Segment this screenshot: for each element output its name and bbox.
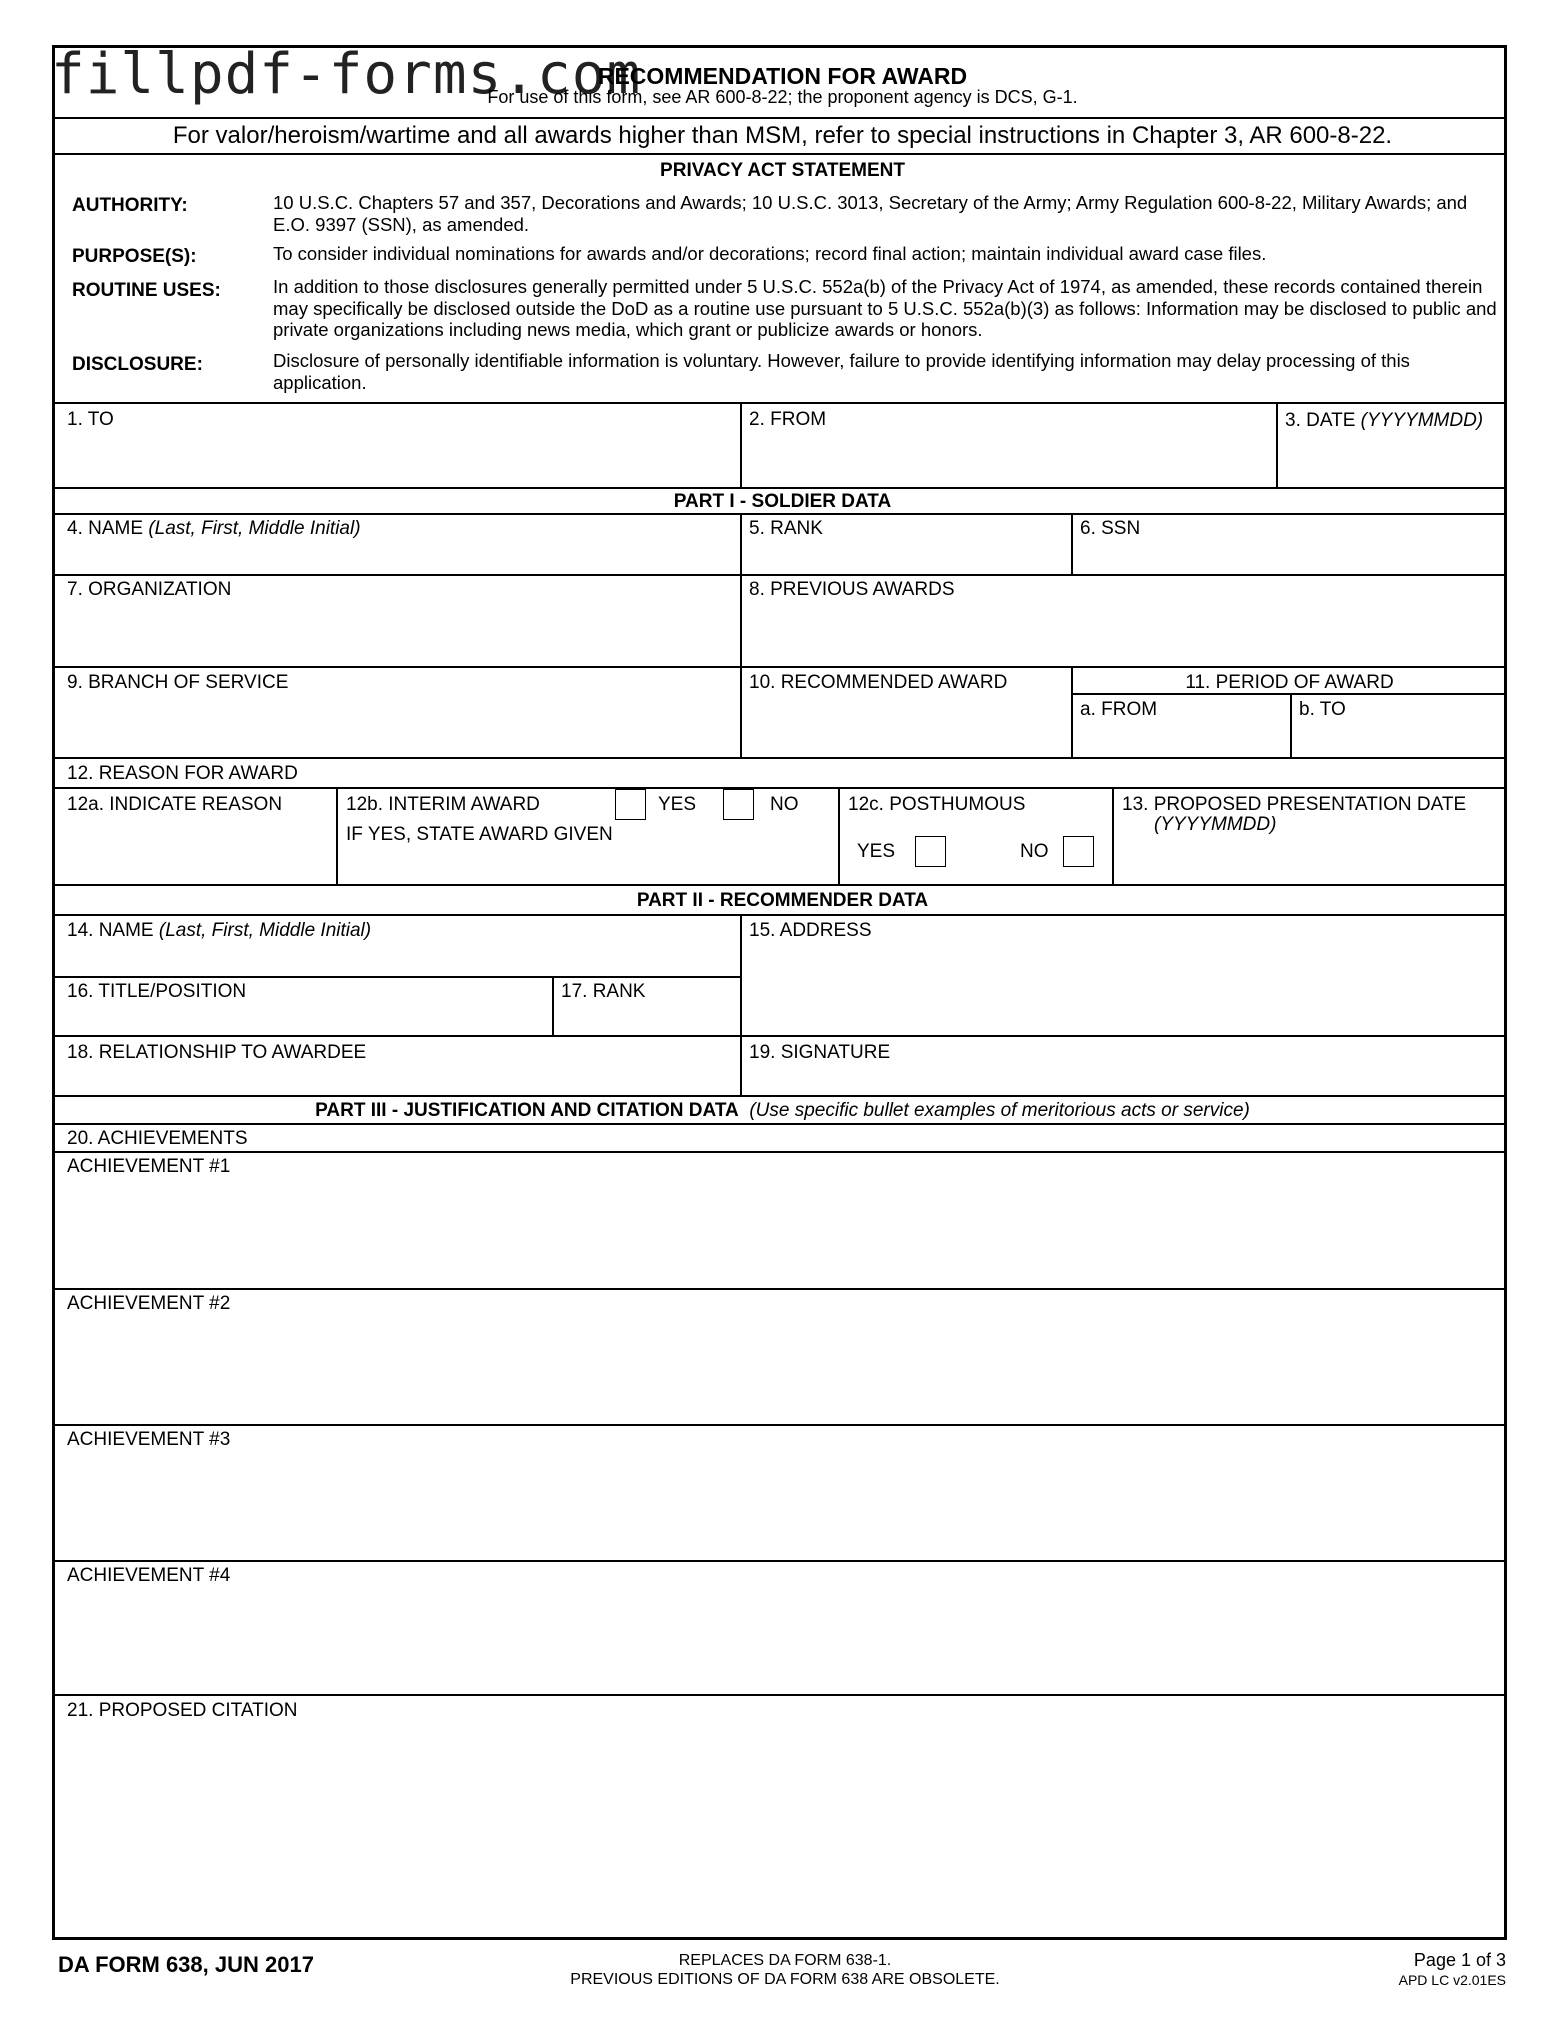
- recommender-rank-field[interactable]: [555, 1004, 737, 1033]
- part3-heading: PART III - JUSTIFICATION AND CITATION DATA (Use specific bullet examples of meritorious acts or service): [315, 1100, 1250, 1121]
- period-label: 11. PERIOD OF AWARD: [1185, 672, 1394, 693]
- watermark: fillpdf-forms.com: [51, 42, 642, 107]
- to-field[interactable]: [57, 430, 737, 485]
- recommended-award-field[interactable]: [743, 695, 1068, 755]
- recommender-name-label: 14. NAME (Last, First, Middle Initial): [67, 920, 372, 941]
- interim-state-label: IF YES, STATE AWARD GIVEN: [346, 824, 613, 845]
- indicate-reason-label: 12a. INDICATE REASON: [67, 794, 283, 815]
- title-position-label: 16. TITLE/POSITION: [67, 981, 247, 1002]
- achievement-3-field[interactable]: [57, 1452, 1504, 1558]
- achievement-3-label: ACHIEVEMENT #3: [67, 1429, 231, 1450]
- relationship-label: 18. RELATIONSHIP TO AWARDEE: [67, 1042, 367, 1063]
- interim-award-label: 12b. INTERIM AWARD: [346, 794, 540, 815]
- version-label: APD LC v2.01ES: [1398, 1972, 1506, 1988]
- signature-field[interactable]: [743, 1065, 1504, 1093]
- previous-awards-field[interactable]: [743, 602, 1504, 664]
- posthumous-no-checkbox[interactable]: [1063, 836, 1094, 867]
- interim-award-field[interactable]: [339, 847, 835, 882]
- citation-label: 21. PROPOSED CITATION: [67, 1700, 298, 1721]
- branch-label: 9. BRANCH OF SERVICE: [67, 672, 289, 693]
- recommender-name-field[interactable]: [57, 943, 737, 974]
- name-field[interactable]: [57, 541, 737, 572]
- obsolete-note: PREVIOUS EDITIONS OF DA FORM 638 ARE OBSOLETE.: [570, 1971, 1000, 1988]
- organization-label: 7. ORGANIZATION: [67, 579, 232, 600]
- disclosure-label: DISCLOSURE:: [72, 354, 203, 375]
- address-field[interactable]: [743, 943, 1504, 1032]
- branch-field[interactable]: [57, 695, 737, 755]
- achievement-1-label: ACHIEVEMENT #1: [67, 1156, 231, 1177]
- reason-label: 12. REASON FOR AWARD: [67, 763, 298, 784]
- purpose-text: To consider individual nominations for awards and/or decorations; record final action; maintain individual award case files.: [273, 243, 1267, 264]
- ssn-label: 6. SSN: [1080, 518, 1141, 539]
- presentation-date-field[interactable]: [1115, 838, 1504, 882]
- previous-awards-label: 8. PREVIOUS AWARDS: [749, 579, 955, 600]
- rank-field[interactable]: [743, 541, 1068, 572]
- interim-yes-checkbox[interactable]: [615, 789, 646, 820]
- posthumous-yes-label: YES: [857, 841, 896, 862]
- address-label: 15. ADDRESS: [749, 920, 872, 941]
- page-number: Page 1 of 3: [1413, 1950, 1506, 1970]
- privacy-heading: PRIVACY ACT STATEMENT: [660, 160, 905, 181]
- interim-no-checkbox[interactable]: [723, 789, 754, 820]
- form-title: RECOMMENDATION FOR AWARD: [597, 63, 968, 89]
- award-form: [51, 42, 1507, 1940]
- special-instruction: For valor/heroism/wartime and all awards higher than MSM, refer to special instructions in Chapter 3, AR 600-8-22.: [172, 122, 1393, 149]
- recommended-award-label: 10. RECOMMENDED AWARD: [749, 672, 1008, 693]
- authority-label: AUTHORITY:: [72, 195, 188, 216]
- achievement-2-field[interactable]: [57, 1316, 1504, 1422]
- interim-yes-label: YES: [658, 794, 697, 815]
- achievement-4-label: ACHIEVEMENT #4: [67, 1565, 231, 1586]
- posthumous-yes-checkbox[interactable]: [915, 836, 946, 867]
- period-from-label: a. FROM: [1080, 699, 1158, 720]
- from-label: 2. FROM: [749, 409, 827, 430]
- purpose-label: PURPOSE(S):: [72, 246, 197, 267]
- recommender-rank-label: 17. RANK: [561, 981, 646, 1002]
- citation-field[interactable]: [57, 1724, 1504, 1934]
- ssn-field[interactable]: [1074, 541, 1504, 572]
- achievements-label: 20. ACHIEVEMENTS: [67, 1128, 248, 1149]
- name-label: 4. NAME (Last, First, Middle Initial): [67, 518, 361, 539]
- form-id: DA FORM 638, JUN 2017: [58, 1952, 314, 1977]
- rank-label: 5. RANK: [749, 518, 823, 539]
- achievement-4-field[interactable]: [57, 1588, 1504, 1692]
- presentation-date-format: (YYYYMMDD): [1154, 814, 1277, 835]
- posthumous-label: 12c. POSTHUMOUS: [848, 794, 1026, 815]
- disclosure-text: Disclosure of personally identifiable information is voluntary. However, failure to provide identifying information may delay processing of this application.: [273, 350, 1410, 393]
- period-from-field[interactable]: [1074, 721, 1287, 755]
- signature-label: 19. SIGNATURE: [749, 1042, 891, 1063]
- interim-no-label: NO: [770, 794, 799, 815]
- replaces-note: REPLACES DA FORM 638-1.: [678, 1952, 892, 1969]
- period-to-label: b. TO: [1299, 699, 1346, 720]
- to-label: 1. TO: [67, 409, 114, 430]
- date-label: 3. DATE (YYYYMMDD): [1285, 410, 1484, 431]
- presentation-date-label: 13. PROPOSED PRESENTATION DATE: [1122, 794, 1467, 815]
- period-to-field[interactable]: [1293, 721, 1504, 755]
- part1-heading: PART I - SOLDIER DATA: [673, 491, 892, 512]
- form-subtitle: For use of this form, see AR 600-8-22; the proponent agency is DCS, G-1.: [487, 87, 1078, 107]
- achievement-1-field[interactable]: [57, 1179, 1504, 1285]
- routine-uses-label: ROUTINE USES:: [72, 280, 221, 301]
- title-position-field[interactable]: [57, 1004, 549, 1033]
- date-field[interactable]: [1279, 430, 1504, 485]
- authority-text: 10 U.S.C. Chapters 57 and 357, Decorations and Awards; 10 U.S.C. 3013, Secretary of the Army; Army Regulation 600-8-22, Military Awards; and E.O. 9397 (SSN), as amended.: [273, 192, 1468, 235]
- posthumous-no-label: NO: [1020, 841, 1049, 862]
- organization-field[interactable]: [57, 602, 737, 664]
- part2-heading: PART II - RECOMMENDER DATA: [636, 890, 929, 911]
- routine-uses-text: In addition to those disclosures generally permitted under 5 U.S.C. 552a(b) of the Privacy Act of 1974, as amended, these records contained therein may specifically be disclosed outside the DoD as a routine use pursuant to 5 U.S.C. 552a(b)(3) as follows: Information may be disclosed to public and private organizations including news media, which grant or publicize awards or honors.: [273, 276, 1497, 340]
- relationship-field[interactable]: [57, 1065, 737, 1093]
- indicate-reason-field[interactable]: [57, 818, 333, 882]
- achievement-2-label: ACHIEVEMENT #2: [67, 1293, 231, 1314]
- from-field[interactable]: [743, 430, 1273, 485]
